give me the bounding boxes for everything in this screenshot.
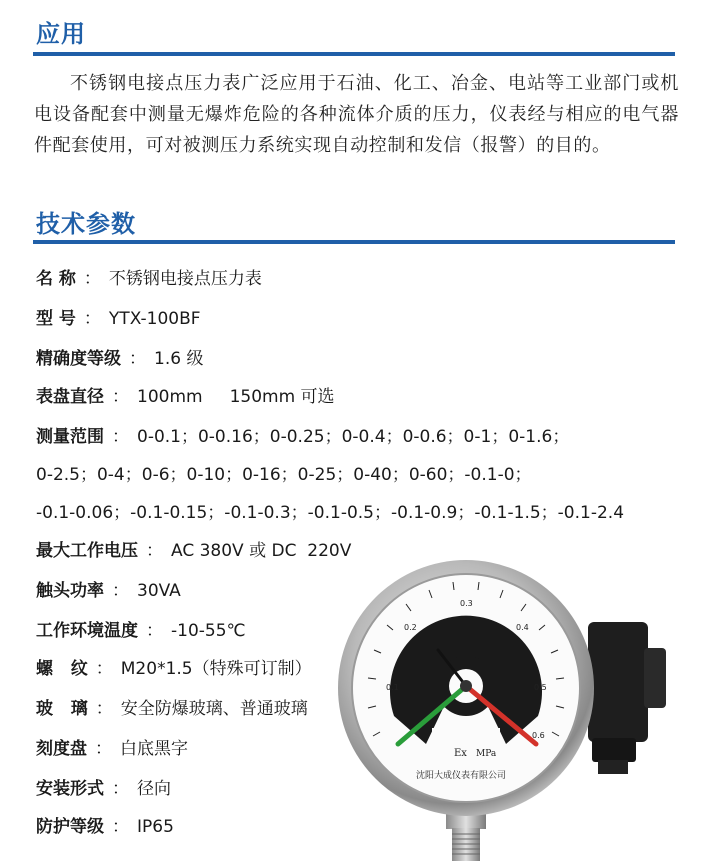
spec-separator: ： (129, 349, 146, 369)
spec-separator: ： (112, 581, 129, 601)
application-heading: 应用 (36, 20, 86, 48)
tick-label: 0.2 (404, 623, 417, 632)
spec-label: 测量范围 (36, 427, 104, 447)
spec-separator: ： (83, 269, 101, 289)
junction-box (588, 622, 666, 774)
spec-separator: ： (146, 541, 163, 561)
application-rule (33, 52, 675, 56)
spec-row-dial-diameter (36, 386, 335, 408)
spec-row-range (36, 426, 569, 448)
spec-row-name (36, 268, 262, 290)
tech-heading: 技术参数 (36, 210, 136, 238)
spec-value: IP65 (137, 817, 174, 837)
spec-value: 0-0.1；0-0.16；0-0.25；0-0.4；0-0.6；0-1；0-1.6； (137, 427, 570, 447)
pressure-gauge-icon (336, 548, 696, 861)
tick-label: 0.1 (386, 683, 399, 692)
spec-label: 刻度盘 (36, 739, 87, 759)
spec-label: 玻 璃 (36, 699, 88, 719)
spec-value: 100mm 150mm 可选 (137, 387, 335, 407)
spec-value: -10-55℃ (171, 621, 246, 641)
spec-row-ambient-temp (36, 620, 246, 642)
spec-label: 型 号 (36, 309, 76, 329)
spec-row-max-voltage (36, 540, 351, 562)
spec-separator: ： (95, 699, 113, 719)
tick-label: 0.3 (460, 599, 473, 608)
spec-separator: ： (95, 659, 113, 679)
pressure-gauge-image (336, 548, 696, 861)
spec-row-mounting (36, 778, 171, 800)
tick-label: 0.5 (534, 683, 547, 692)
spec-row-contact-power (36, 580, 181, 602)
unit-label: MPa (476, 749, 497, 759)
spec-row-protection (36, 816, 174, 838)
spec-value: 1.6 级 (154, 349, 204, 369)
spec-separator: ： (112, 817, 129, 837)
spec-label: 触头功率 (36, 581, 104, 601)
tick-label: 0.4 (516, 623, 529, 632)
spec-separator: ： (95, 739, 112, 759)
spec-separator: ： (112, 779, 129, 799)
tick-label: 0.6 (532, 731, 545, 740)
spec-value: YTX-100BF (108, 309, 201, 329)
application-paragraph: 不锈钢电接点压力表广泛应用于石油、化工、冶金、电站等工业部门或机电设备配套中测量无爆炸危险的各种流体介质的压力，仪表经与相应的电气器件配套使用，可对被测压力系统实现自动控制和发信（报警）的目的。 (34, 73, 679, 156)
tech-rule (33, 240, 675, 244)
spec-row-accuracy (36, 348, 203, 370)
range-line-2: 0-2.5；0-4；0-6；0-10；0-16；0-25；0-40；0-60；-0.1-0； (36, 465, 532, 485)
spec-label: 精确度等级 (36, 349, 121, 369)
spec-row-model (36, 308, 201, 330)
spec-label: 名 称 (36, 269, 76, 289)
spec-value: 不锈钢电接点压力表 (108, 269, 262, 289)
spec-label: 螺 纹 (36, 659, 88, 679)
spec-row-thread (36, 658, 312, 680)
maker-label: 沈阳大成仪表有限公司 (416, 771, 507, 781)
spec-value: AC 380V 或 DC 220V (171, 541, 352, 561)
spec-label: 安装形式 (36, 779, 104, 799)
spec-separator: ： (83, 309, 101, 329)
spec-separator: ： (112, 387, 129, 407)
spec-label: 最大工作电压 (36, 541, 138, 561)
range-line-3: -0.1-0.06；-0.1-0.15；-0.1-0.3；-0.1-0.5；-0.1-0.9；-0.1-1.5；-0.1-2.4 (36, 503, 625, 523)
spec-value: 白底黑字 (120, 739, 188, 759)
spec-label: 防护等级 (36, 817, 104, 837)
spec-separator: ： (146, 621, 163, 641)
spec-value: 径向 (137, 779, 171, 799)
spec-label: 工作环境温度 (36, 621, 138, 641)
spec-value: M20*1.5（特殊可订制） (120, 659, 312, 679)
ex-mark: Ex (454, 748, 467, 759)
spec-label: 表盘直径 (36, 387, 104, 407)
spec-separator: ： (112, 427, 129, 447)
spec-value: 30VA (137, 581, 181, 601)
spec-value: 安全防爆玻璃、普通玻璃 (120, 699, 308, 719)
spec-row-dial (36, 738, 188, 760)
spec-row-glass (36, 698, 308, 720)
